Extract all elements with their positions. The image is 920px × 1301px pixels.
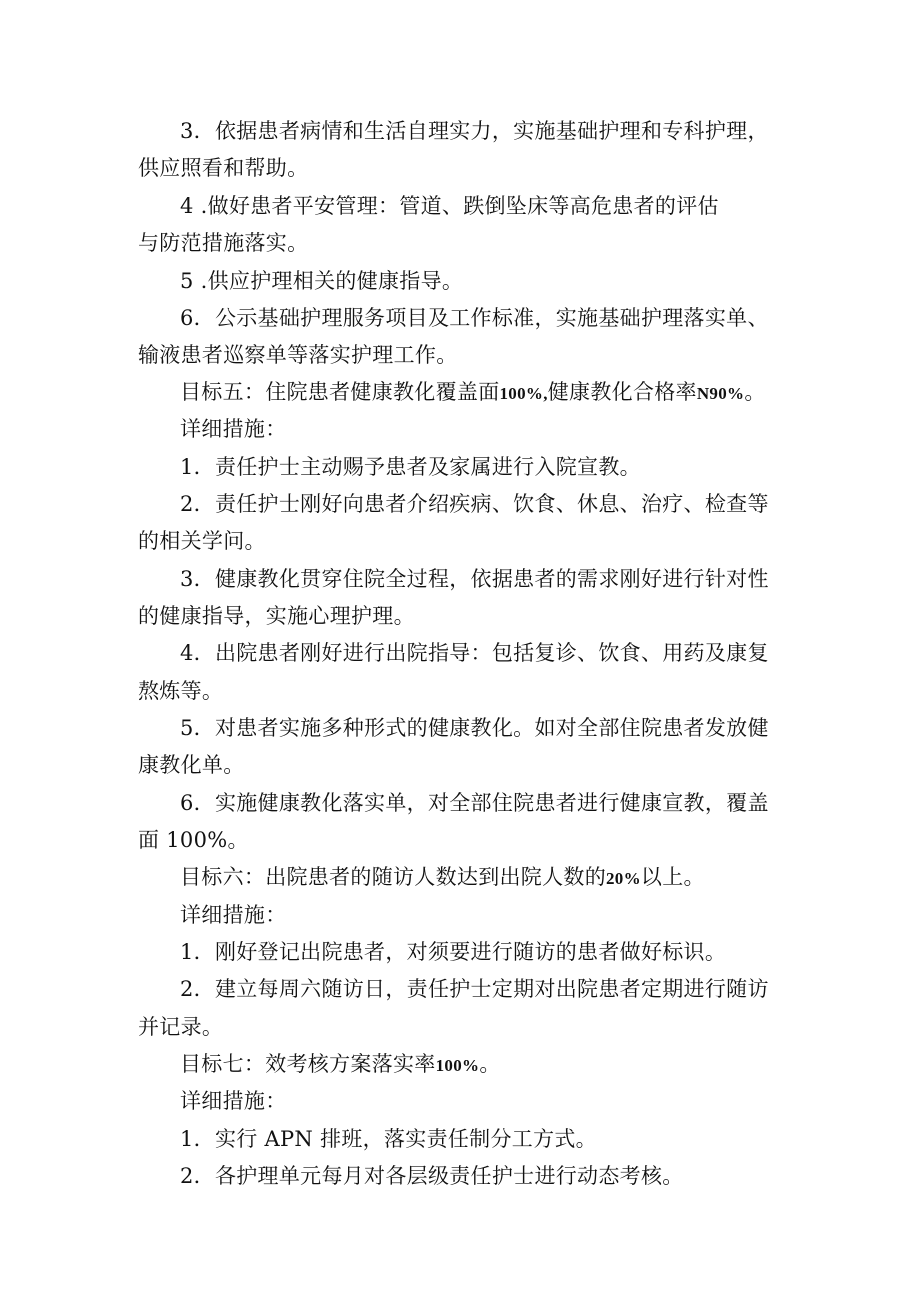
pass-rate-value: N90% <box>696 384 745 403</box>
paragraph-line: 5 .供应护理相关的健康指导。 <box>180 269 464 293</box>
section-heading: 详细措施： <box>180 903 287 927</box>
paragraph-line: 4 .做好患者平安管理：管道、跌倒坠床等高危患者的评估 <box>180 194 719 218</box>
assessment-rate-value: 100% <box>435 1056 480 1075</box>
paragraph-line: 供应照看和帮助。 <box>138 156 309 180</box>
paragraph-line: 1．责任护士主动赐予患者及家属进行入院宣教。 <box>180 455 641 479</box>
paragraph-line: 1．实行 APN 排班，落实责任制分工方式。 <box>180 1127 597 1151</box>
paragraph-line: 的健康指导，实施心理护理。 <box>138 604 415 628</box>
paragraph-line: 3．健康教化贯穿住院全过程，依据患者的需求刚好进行针对性 <box>180 567 769 591</box>
followup-rate-value: 20% <box>606 869 641 888</box>
paragraph-line: 的相关学问。 <box>138 529 266 553</box>
paragraph-line: 面 100%。 <box>138 828 249 852</box>
paragraph-line: 2．各护理单元每月对各层级责任护士进行动态考核。 <box>180 1164 684 1188</box>
goal-heading <box>180 1049 501 1081</box>
paragraph-line: 3．依据患者病情和生活自理实力，实施基础护理和专科护理， <box>180 119 769 143</box>
goal-heading-text: 。 <box>744 380 766 404</box>
paragraph-line: 与防范措施落实。 <box>138 231 309 255</box>
section-heading: 详细措施： <box>180 1089 287 1113</box>
section-heading: 详细措施： <box>180 417 287 441</box>
goal-heading-text: 。 <box>479 1052 501 1076</box>
goal-heading-text: 以上。 <box>640 865 705 889</box>
paragraph-line: 康教化单。 <box>138 753 245 777</box>
paragraph-line: 1．刚好登记出院患者，对须要进行随访的患者做好标识。 <box>180 940 727 964</box>
paragraph-line: 4．出院患者刚好进行出院指导：包括复诊、饮食、用药及康复 <box>180 641 769 665</box>
paragraph-line: 2．建立每周六随访日，责任护士定期对出院患者定期进行随访 <box>180 977 769 1001</box>
paragraph-line: 6．实施健康教化落实单，对全部住院患者进行健康宣教，覆盖 <box>180 791 769 815</box>
paragraph-line: 输液患者巡察单等落实护理工作。 <box>138 343 458 367</box>
paragraph-line: 2．责任护士刚好向患者介绍疾病、饮食、休息、治疗、检查等 <box>180 492 769 516</box>
goal-heading <box>180 862 705 894</box>
goal-heading-text: 健康教化合格率 <box>547 380 697 404</box>
goal-heading-text: 目标七：效考核方案落实率 <box>180 1052 436 1076</box>
goal-heading-text: 目标六：出院患者的随访人数达到出院人数的 <box>180 865 606 889</box>
paragraph-line: 5．对患者实施多种形式的健康教化。如对全部住院患者发放健 <box>180 716 769 740</box>
goal-heading <box>180 377 766 409</box>
paragraph-line: 并记录。 <box>138 1015 224 1039</box>
paragraph-line: 6．公示基础护理服务项目及工作标准，实施基础护理落实单、 <box>180 306 769 330</box>
coverage-value: 100%, <box>499 384 548 403</box>
paragraph-line: 熬炼等。 <box>138 679 224 703</box>
goal-heading-text: 目标五：住院患者健康教化覆盖面 <box>180 380 500 404</box>
